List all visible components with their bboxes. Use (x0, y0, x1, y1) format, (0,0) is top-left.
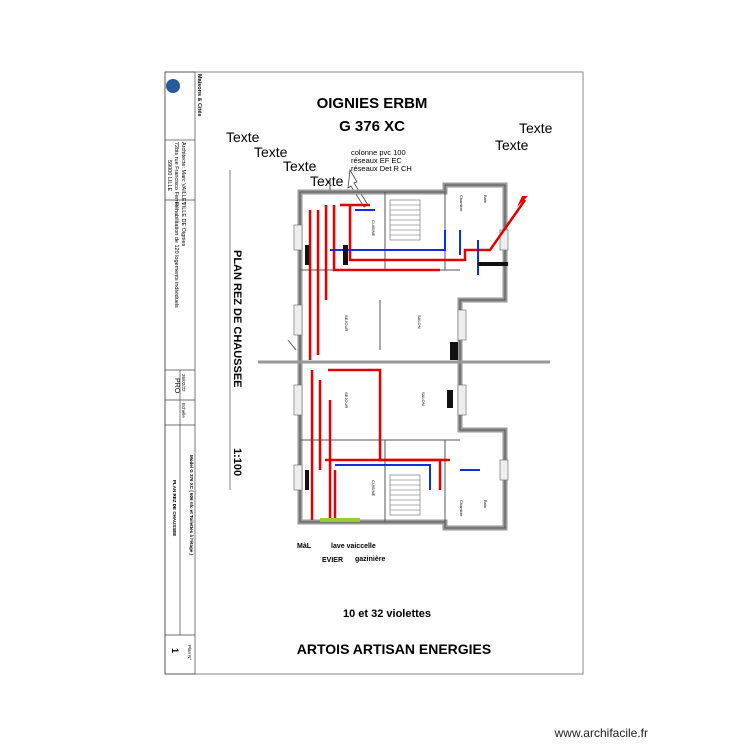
note-line: réseaux EF EC (351, 156, 402, 165)
vertical-scale: 1:100 (231, 448, 243, 477)
phase: PRO (173, 378, 180, 394)
room-label: SALON (421, 392, 426, 406)
plan-no-label: Plan N° (187, 645, 192, 661)
label-gaziniere: gazinière (355, 556, 386, 563)
note-line: réseaux Det R CH (351, 164, 412, 173)
drawing-title-2: G 376 XC (339, 118, 405, 135)
text-placeholder[interactable]: Texte (495, 137, 529, 153)
label-evier: EVIER (322, 557, 344, 564)
room-label: Chambre (459, 500, 464, 517)
room-label: Chambre (459, 195, 464, 212)
room-label: SEJOUR (344, 315, 349, 332)
kitchen-counter (320, 518, 360, 522)
vertical-title: PLAN REZ DE CHAUSSEE (231, 250, 243, 388)
room-label: SEJOUR (344, 392, 349, 409)
client-logo (166, 79, 180, 93)
text-placeholder[interactable]: Texte (254, 144, 288, 160)
client-name: Maisons & Cités (196, 74, 202, 117)
sheet-title: PLAN REZ DE CHAUSSEE (172, 480, 177, 537)
note-line: colonne pvc 100 (351, 148, 406, 157)
project-line2: Réhabilitation de 120 logements individuels (173, 202, 179, 308)
text-placeholder[interactable]: Texte (283, 158, 317, 174)
architect: Architecte: Marc VAILLET (180, 142, 186, 205)
date: 26/02/22 (181, 374, 186, 392)
text-placeholder[interactable]: Texte (310, 173, 344, 189)
room-label: SALON (417, 315, 422, 329)
watermark: www.archifacile.fr (554, 726, 648, 740)
room-label: Bain (483, 500, 488, 509)
model: Model G 376 XC ( 606 nfc et Toilettes à l'étage ) (189, 455, 194, 556)
plan-no: 1 (170, 648, 180, 654)
text-placeholder[interactable]: Texte (226, 129, 260, 145)
label-lave-vaisselle: lave vaiccelle (331, 543, 376, 550)
text-placeholder[interactable]: Texte (519, 120, 553, 136)
subtitle: 10 et 32 violettes (342, 608, 432, 620)
scale-label: Echelle (181, 403, 186, 418)
address-line2: 59000 LILLE (166, 160, 172, 192)
company-name: ARTOIS ARTISAN ENERGIES (296, 641, 492, 657)
label-mal: MàL (297, 543, 311, 550)
room-label: CUISINE (371, 220, 376, 237)
address-line1: 72bis rue Francisco Ferrer (173, 142, 179, 207)
project-line1: VILLE DE Oignies (180, 202, 186, 247)
drawing-title-1: OIGNIES ERBM (316, 95, 428, 112)
room-label: Bain (483, 195, 488, 204)
room-label: CUISINE (371, 480, 376, 497)
